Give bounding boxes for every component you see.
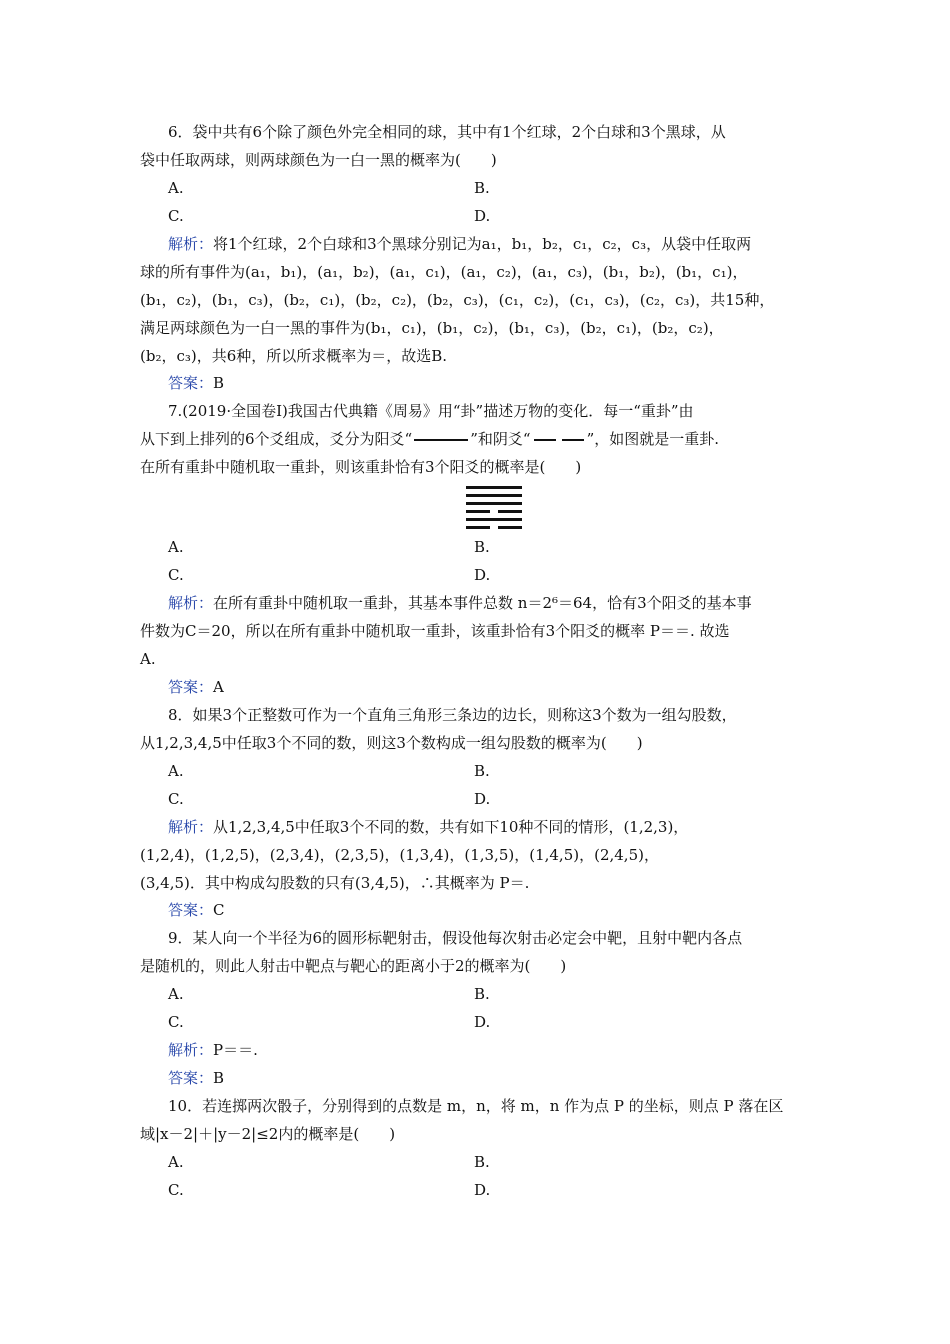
yin-line-symbol-right <box>562 439 584 441</box>
q7-stem-line1: 7.(2019·全国卷Ⅰ)我国古代典籍《周易》用“卦”描述万物的变化．每一“重卦”由 <box>168 402 694 420</box>
q9-answer-value: B <box>213 1069 225 1087</box>
q7-analysis-label: 解析： <box>168 594 214 612</box>
q7-stem-line2-b: ”和阴爻“ <box>470 430 531 448</box>
q8-option-b: B. <box>474 762 490 780</box>
q9-option-a: A. <box>168 985 184 1003</box>
hexagram-figure <box>466 486 522 534</box>
q10-option-d: D. <box>474 1181 491 1199</box>
q7-answer <box>168 677 848 697</box>
q8-option-a: A. <box>168 762 184 780</box>
q10-option-a: A. <box>168 1153 184 1171</box>
q6-answer-value: B <box>213 374 225 392</box>
q8-stem-line2: 从1,2,3,4,5中任取3个不同的数，则这3个数构成一组勾股数的概率为( ) <box>140 734 643 752</box>
q7-analysis-text1: 在所有重卦中随机取一重卦，其基本事件总数 n＝2⁶＝64，恰有3个阳爻的基本事 <box>213 594 752 612</box>
q8-analysis-line2: (1,2,4)，(1,2,5)，(2,3,4)，(2,3,5)，(1,3,4)，(1,3,5)，(1,4,5)，(2,4,5)， <box>140 846 659 864</box>
q6-analysis-line3: (b₁，c₂)，(b₁，c₃)，(b₂，c₁)，(b₂，c₂)，(b₂，c₃)，(c₁，c₂)，(c₁，c₃)，(c₂，c₃)，共15种， <box>140 291 775 309</box>
yang-line-symbol <box>414 439 468 441</box>
q8-stem-line1: 8．如果3个正整数可作为一个直角三角形三条边的边长，则称这3个数为一组勾股数， <box>168 706 737 724</box>
q8-analysis-line3: (3,4,5)．其中构成勾股数的只有(3,4,5)，∴其概率为 P＝. <box>140 874 530 892</box>
q6-analysis-label: 解析： <box>168 235 214 253</box>
q6-analysis-text1: 将1个红球，2个白球和3个黑球分别记为a₁，b₁，b₂，c₁，c₂，c₃，从袋中任取两 <box>213 235 752 253</box>
q10-option-b: B. <box>474 1153 490 1171</box>
q7-stem-line2 <box>140 429 820 449</box>
q10-option-c: C. <box>168 1181 184 1199</box>
q6-answer-label: 答案： <box>168 374 214 392</box>
q7-stem-line2-a: 从下到上排列的6个爻组成，爻分为阳爻“ <box>140 430 413 448</box>
q7-analysis-line2: 件数为C＝20，所以在所有重卦中随机取一重卦，该重卦恰有3个阳爻的概率 P＝＝. 故选 <box>140 622 730 640</box>
q10-stem-line2: 域|x－2|＋|y－2|≤2内的概率是( ) <box>140 1125 396 1143</box>
q6-analysis-line2: 球的所有事件为(a₁，b₁)，(a₁，b₂)，(a₁，c₁)，(a₁，c₂)，(a₁，c₃)，(b₁，b₂)，(b₁，c₁)， <box>140 263 748 281</box>
q9-answer-label: 答案： <box>168 1069 214 1087</box>
hexagram-yang-line <box>466 494 522 497</box>
yin-line-symbol-left <box>534 439 556 441</box>
q8-option-d: D. <box>474 790 491 808</box>
q8-analysis-line1 <box>168 817 848 837</box>
q7-answer-value: A <box>213 678 224 696</box>
q8-option-c: C. <box>168 790 184 808</box>
q8-analysis-text1: 从1,2,3,4,5中任取3个不同的数，共有如下10种不同的情形，(1,2,3)， <box>213 818 689 836</box>
q7-analysis-line3: A. <box>140 650 156 668</box>
q6-analysis-line1 <box>168 234 848 254</box>
q9-stem-line2: 是随机的，则此人射击中靶点与靶心的距离小于2的概率为( ) <box>140 957 567 975</box>
q9-analysis-label: 解析： <box>168 1041 214 1059</box>
q6-stem-line2: 袋中任取两球，则两球颜色为一白一黑的概率为( ) <box>140 151 497 169</box>
q9-analysis-text1: P＝＝. <box>213 1041 258 1059</box>
q6-answer <box>168 373 848 393</box>
q6-option-b: B. <box>474 179 490 197</box>
q6-option-c: C. <box>168 207 184 225</box>
hexagram-yang-line <box>466 518 522 521</box>
q8-analysis-label: 解析： <box>168 818 214 836</box>
q8-answer-label: 答案： <box>168 901 214 919</box>
q7-option-d: D. <box>474 566 491 584</box>
q9-option-b: B. <box>474 985 490 1003</box>
q10-stem-line1: 10．若连掷两次骰子，分别得到的点数是 m，n，将 m，n 作为点 P 的坐标，则点 P 落在区 <box>168 1097 784 1115</box>
q8-answer-value: C <box>213 901 225 919</box>
hexagram-yang-line <box>466 502 522 505</box>
hexagram-yin-line <box>466 526 522 529</box>
q7-option-b: B. <box>474 538 490 556</box>
q6-analysis-line4: 满足两球颜色为一白一黑的事件为(b₁，c₁)，(b₁，c₂)，(b₁，c₃)，(b₂，c₁)，(b₂，c₂)， <box>140 319 724 337</box>
q6-analysis-line5: (b₂，c₃)，共6种，所以所求概率为＝，故选B. <box>140 347 448 365</box>
q7-option-c: C. <box>168 566 184 584</box>
q9-answer <box>168 1068 848 1088</box>
q6-option-a: A. <box>168 179 184 197</box>
hexagram-yang-line <box>466 486 522 489</box>
q9-stem-line1: 9．某人向一个半径为6的圆形标靶射击，假设他每次射击必定会中靶，且射中靶内各点 <box>168 929 743 947</box>
q7-stem-line2-c: ”，如图就是一重卦. <box>586 430 719 448</box>
q9-option-c: C. <box>168 1013 184 1031</box>
q7-option-a: A. <box>168 538 184 556</box>
q7-stem-line3: 在所有重卦中随机取一重卦，则该重卦恰有3个阳爻的概率是( ) <box>140 458 582 476</box>
q9-option-d: D. <box>474 1013 491 1031</box>
q6-stem-line1: 6．袋中共有6个除了颜色外完全相同的球，其中有1个红球，2个白球和3个黑球，从 <box>168 123 726 141</box>
q7-analysis-line1 <box>168 593 848 613</box>
q8-answer <box>168 900 848 920</box>
hexagram-yin-line <box>466 510 522 513</box>
q6-option-d: D. <box>474 207 491 225</box>
q9-analysis-line1 <box>168 1040 848 1060</box>
q7-answer-label: 答案： <box>168 678 214 696</box>
